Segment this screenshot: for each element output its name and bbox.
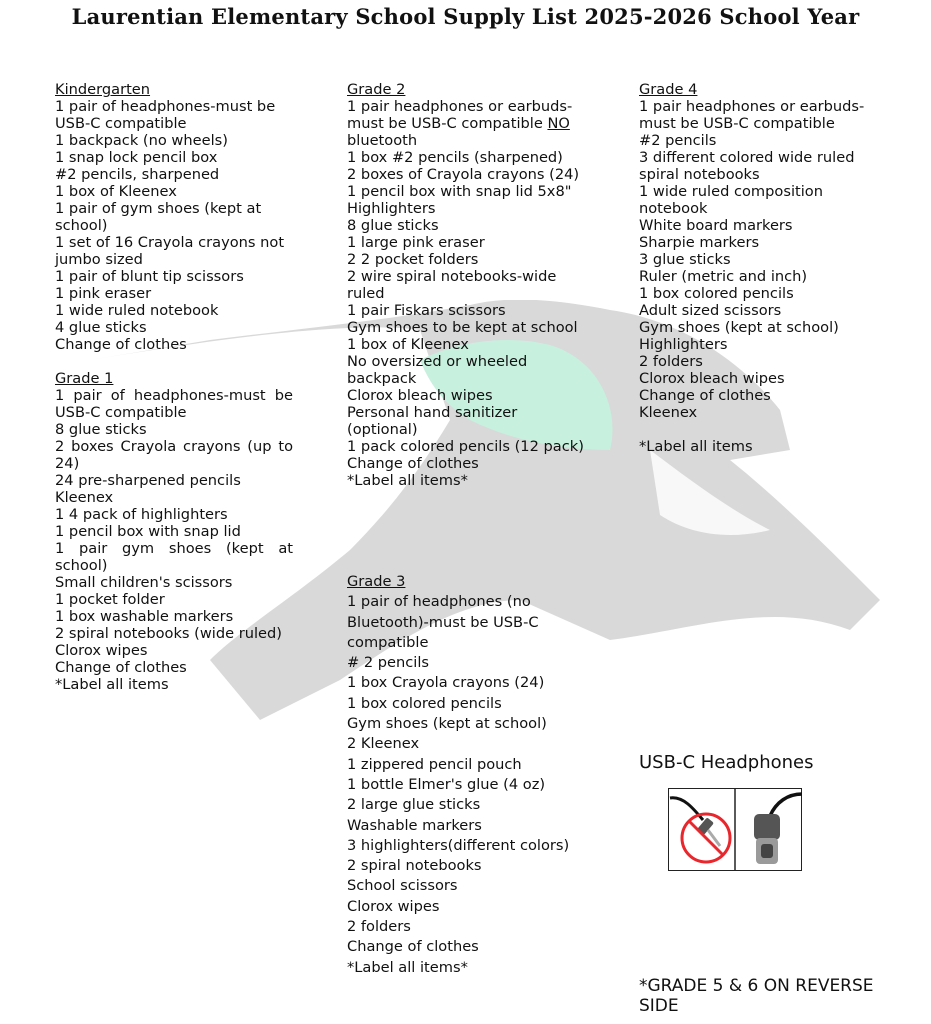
list-item: *Label all items* [347, 958, 468, 976]
reverse-side-note: *GRADE 5 & 6 ON REVERSE SIDE [639, 976, 874, 1016]
list-item: Clorox bleach wipes [639, 370, 785, 387]
list-item: Highlighters [347, 200, 436, 217]
list-item: 1 pair Fiskars scissors [347, 302, 506, 319]
list-item: Adult sized scissors [639, 302, 782, 319]
list-item: 2 folders [347, 918, 411, 936]
list-item: No oversized or wheeled backpack [347, 353, 528, 387]
list-item: 1 pair of blunt tip scissors [55, 268, 244, 285]
list-item: 2 folders [639, 353, 703, 370]
list-item: 2 Kleenex [347, 735, 420, 753]
list-item: Personal hand sanitizer (optional) [347, 404, 518, 438]
list-item: 1 backpack (no wheels) [55, 132, 228, 149]
list-item: Ruler (metric and inch) [639, 268, 808, 285]
list-item: 1 set of 16 Crayola crayons not jumbo sized [55, 234, 285, 268]
list-item: 2 spiral notebooks [347, 857, 482, 875]
list-item: 1 pair of headphones-must be USB-C compatible [55, 98, 276, 132]
list-item: Kleenex [55, 489, 114, 506]
list-item: Change of clothes [347, 938, 479, 956]
list-item: 1 pair headphones or earbuds-must be USB-C compatible [639, 98, 865, 132]
list-item: Sharpie markers [639, 234, 760, 251]
list-item: 24 pre-sharpened pencils [55, 472, 241, 489]
list-item: 1 pencil box with snap lid 5x8" [347, 183, 572, 200]
list-item: # 2 pencils [347, 654, 430, 672]
kindergarten-list [55, 81, 300, 353]
list-item: 1 4 pack of highlighters [55, 506, 228, 523]
list-item: *Label all items [55, 676, 169, 693]
list-item: 1 bottle Elmer's glue (4 oz) [347, 775, 546, 793]
list-item: Clorox wipes [347, 897, 440, 915]
list-item: Kleenex [639, 404, 698, 421]
list-item: 3 glue sticks [639, 251, 731, 268]
list-item: 1 wide ruled notebook [55, 302, 219, 319]
list-item: 1 box colored pencils [347, 694, 502, 712]
list-item: 2 boxes of Crayola crayons (24) [347, 166, 580, 183]
list-item: Change of clothes [55, 336, 187, 353]
list-item: Highlighters [639, 336, 728, 353]
list-item: 1 pocket folder [55, 591, 165, 608]
list-item: 1 pair of headphones (no Bluetooth)-must be USB-C compatible [347, 593, 539, 651]
list-item: 3 different colored wide ruled spiral notebooks [639, 149, 855, 183]
list-item: 1 pencil box with snap lid [55, 523, 241, 540]
list-item: 1 box washable markers [55, 608, 234, 625]
grade3-heading: Grade 3 [347, 573, 406, 590]
grade1-list [55, 370, 293, 693]
page-title: Laurentian Elementary School Supply List 2025-2026 School Year [71, 4, 860, 29]
grade4-list [639, 81, 879, 455]
list-item: Small children's scissors [55, 574, 233, 591]
list-item: 8 glue sticks [347, 217, 439, 234]
grade4-heading: Grade 4 [639, 81, 698, 98]
list-item: 2 2 pocket folders [347, 251, 479, 268]
list-item: *Label all items* [347, 472, 468, 489]
list-item: Gym shoes (kept at school) [347, 715, 547, 733]
list-item: 2 large glue sticks [347, 796, 481, 814]
list-item: 1 pack colored pencils (12 pack) [347, 438, 584, 455]
list-item: 3 highlighters(different colors) [347, 836, 570, 854]
list-item: 2 wire spiral notebooks-wide ruled [347, 268, 557, 302]
list-item: Clorox bleach wipes [347, 387, 493, 404]
list-item: Gym shoes (kept at school) [639, 319, 839, 336]
list-item: 1 box colored pencils [639, 285, 794, 302]
list-item: 1 box #2 pencils (sharpened) [347, 149, 563, 166]
list-item: Washable markers [347, 816, 482, 834]
grade2-list [347, 81, 587, 489]
list-item: Gym shoes to be kept at school [347, 319, 578, 336]
grade3-list [347, 572, 577, 978]
list-item: 1 zippered pencil pouch [347, 755, 522, 773]
list-item: 1 pair gym shoes (kept at school) [55, 540, 293, 574]
list-item: 1 pair headphones or earbuds-must be USB-C compatible NO bluetooth [347, 98, 573, 149]
list-item: 8 glue sticks [55, 421, 147, 438]
list-item: #2 pencils, sharpened [55, 166, 220, 183]
usb-c-comparison-image [668, 788, 802, 871]
list-item: 1 box of Kleenex [347, 336, 469, 353]
list-item: 1 box Crayola crayons (24) [347, 674, 545, 692]
grade2-heading: Grade 2 [347, 81, 406, 98]
list-item: 1 snap lock pencil box [55, 149, 218, 166]
list-item: 1 pair of gym shoes (kept at school) [55, 200, 262, 234]
list-item: #2 pencils [639, 132, 717, 149]
list-item: Change of clothes [639, 387, 771, 404]
list-item: 2 boxes Crayola crayons (up to 24) [55, 438, 293, 472]
grade1-heading: Grade 1 [55, 370, 114, 387]
list-item: White board markers [639, 217, 793, 234]
list-item: Clorox wipes [55, 642, 148, 659]
list-item: School scissors [347, 877, 458, 895]
list-item: 1 pink eraser [55, 285, 152, 302]
list-item: 1 pair of headphones-must be USB-C compatible [55, 387, 293, 421]
kindergarten-heading: Kindergarten [55, 81, 151, 98]
list-item: 4 glue sticks [55, 319, 147, 336]
list-item: 1 wide ruled composition notebook [639, 183, 823, 217]
label-note: *Label all items [639, 438, 753, 455]
list-item: Change of clothes [347, 455, 479, 472]
spacer [639, 421, 879, 438]
list-item: 1 large pink eraser [347, 234, 485, 251]
list-item: Change of clothes [55, 659, 187, 676]
list-item: 2 spiral notebooks (wide ruled) [55, 625, 282, 642]
list-item: 1 box of Kleenex [55, 183, 177, 200]
usb-c-headphones-heading: USB-C Headphones [639, 752, 814, 773]
